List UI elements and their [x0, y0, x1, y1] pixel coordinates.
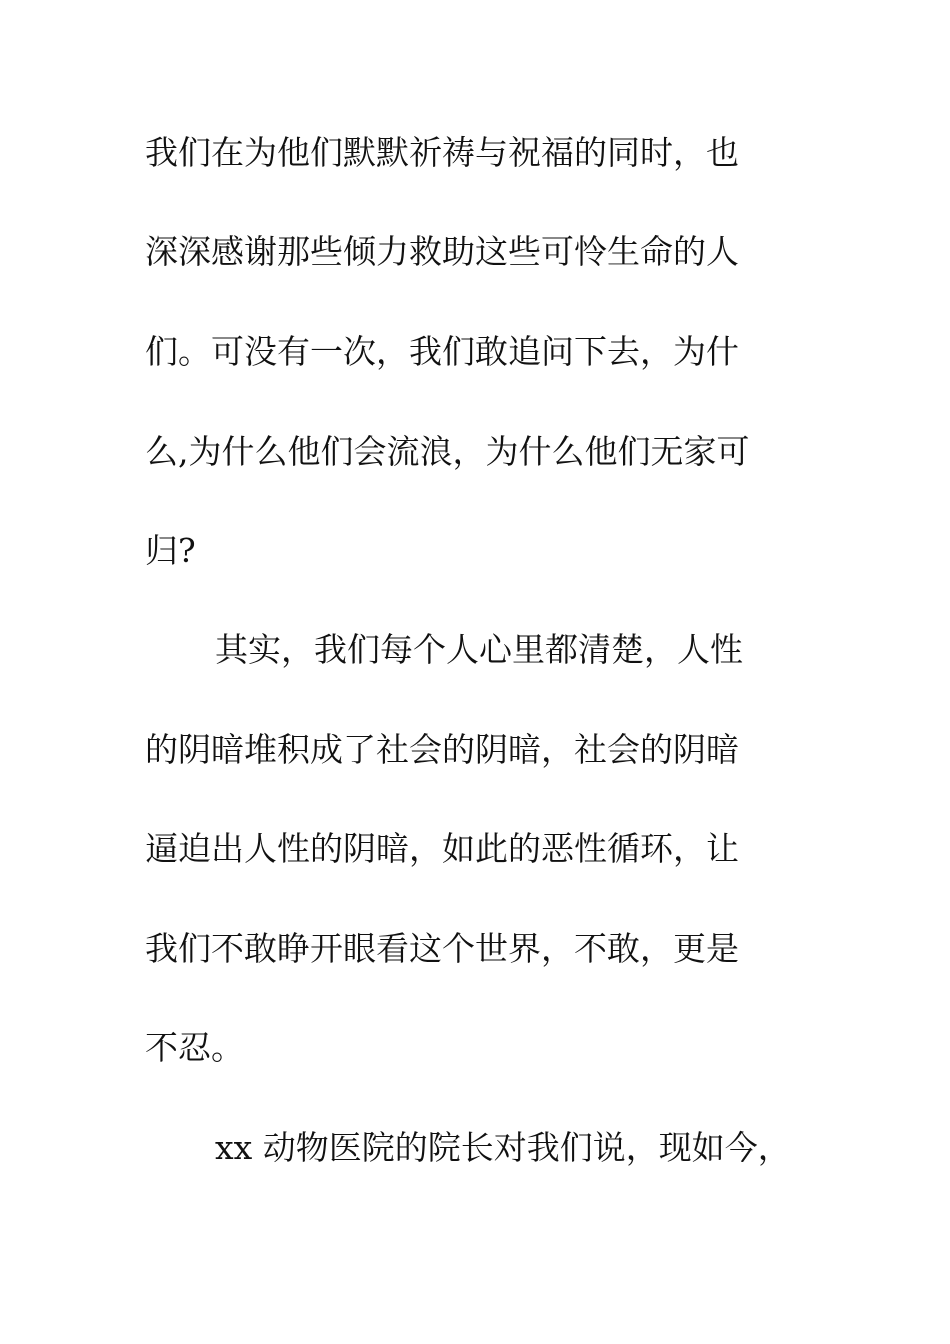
- paragraph-start-line: xx 动物医院的院长对我们说，现如今，: [215, 1128, 791, 1167]
- text-line: 归?: [145, 531, 196, 570]
- text-line: 我们在为他们默默祈祷与祝福的同时，也: [145, 133, 739, 172]
- text-line: 我们不敢睁开眼看这个世界，不敢，更是: [145, 929, 739, 968]
- text-line: 逼迫出人性的阴暗，如此的恶性循环，让: [145, 829, 739, 868]
- text-line: 不忍。: [145, 1028, 244, 1067]
- text-line: 么,为什么他们会流浪，为什么他们无家可: [145, 432, 750, 471]
- paragraph-start-line: 其实，我们每个人心里都清楚，人性: [215, 630, 743, 669]
- text-line: 深深感谢那些倾力救助这些可怜生命的人: [145, 232, 739, 271]
- text-line: 的阴暗堆积成了社会的阴暗，社会的阴暗: [145, 730, 739, 769]
- text-line: 们。可没有一次，我们敢追问下去，为什: [145, 332, 739, 371]
